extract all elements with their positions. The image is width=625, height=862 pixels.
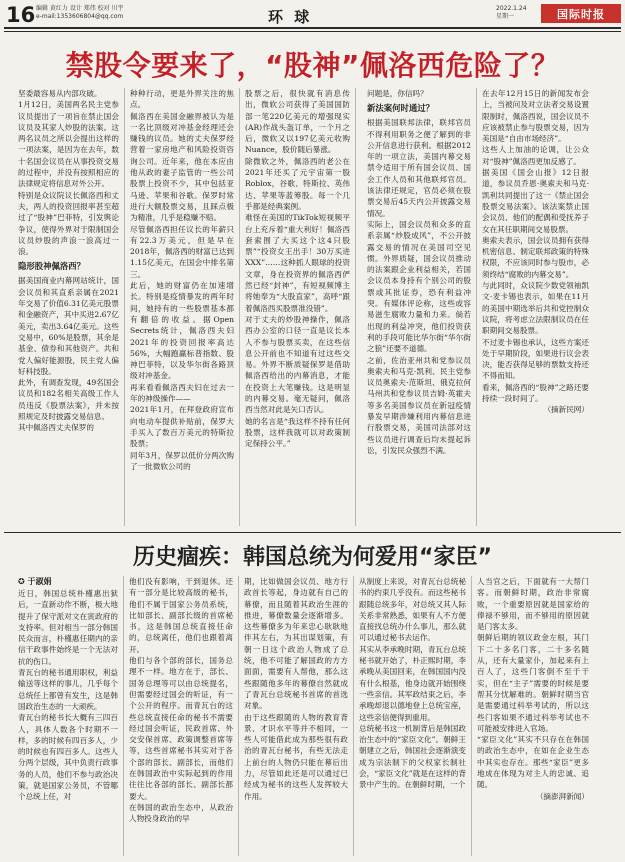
article1-source: （摘新民网） [543,405,589,415]
paragraph: “家臣文化”其实不只存在在韩国的政治生态中，在如在企业生态中其实也存在。那些“家臣”更多地成在体现为对主人的忠诚、追随。 [477,735,589,790]
paragraph: 看来，佩洛西的“股神”之路还要持续一段时间了。 [482,382,589,404]
paragraph: 她的名言是“我这样不持有任何股票，这样我就可以对政策制定保持公平。” [245,416,350,449]
column-divider [353,576,354,856]
paragraph: 特别是众议院议长佩洛西和丈夫，两人的投资回报率甚至超过了“股神”巴菲特，引发舆论争议，使得外界对于限制国会议员炒股的声浪一浪高过一浪。 [18,190,119,257]
article1-headline: 禁股令要来了，“股神”佩洛西危险了？ [65,49,560,82]
page-number: 16 [6,3,36,27]
column-divider [476,88,477,526]
article1-column-5 [482,88,589,528]
paragraph: 近日，韩国总统朴槿惠出狱后，一直新动作不断，极大地提升了保守派对文在寅政府的支持率。但对相当一部分韩国民众而言，朴槿惠任期内的亲信干政事件始终是一个无法对抗的伤口。 [18,589,118,666]
paragraph: 据美国商业内幕网站统计，国会议员和其直系亲属在2021年交易了价值6.31亿美元股票和金融资产，其中买进2.67亿美元，卖出3.64亿美元。这些交易中，60%是股票，其余是基金、债券和其他资产。共和党人偏好能源股，民主党人偏好科技股。 [18,276,119,376]
paragraph: 尽管佩洛西担任议长的年薪只有22.3万美元，但是早在2018年，佩洛西的财富已达到1.15亿美元，在国会中排名第三。 [130,224,234,279]
paragraph: 2021年1月，在拜登政府宣布向电动车提供补贴前，保罗大手买入了数百万美元的特斯拉股票； [130,405,234,449]
paragraph: 其中佩洛西丈夫保罗的 [18,423,94,433]
subheading: 隐形股神佩洛西？ [18,261,85,272]
paragraph: 他们没有影响，干到退休。还有一部分是比较高级的秘书，他们不属于国家公务员系统，比如部长、副部长级的首席秘书，这是韩国总统直接任命的，总统离任，他们也跟着离开。 [129,577,233,654]
paragraph: 难怪在美国的TikTok短视频平台上充斥着“重大利好！佩洛西套索围了大买这个这4只股票”“投资女王出手！30万买进XXX”……这种抓人眼球的投资文章，身在投资界的佩洛西俨然已经“封神”，有短视频博主将她奉为“大股直家”，高呼“跟着佩洛西买股票准没错”。 [245,213,350,313]
header-rule [4,27,621,29]
article2-column-4 [359,576,466,854]
paragraph: 1月12日，美国两名民主党参议员提出了一项旨在禁止国会议员及其家人炒股的法案。这两名议员之所以会提出这样的一项法案，是因为在去年，数十名国会议员在从事投资交易的过程中，并没有按照相应的法律规定将信息对外公开。 [18,100,119,189]
article-separator [4,532,621,533]
paragraph: 佩洛西在美国金融界被认为是一名比顶级对冲基金经理还会赚钱的议员。她的丈夫保罗经营着一家房地产和风险投资咨询公司。近年来，他在本应由他从政的妻子监管的一些公司股票上投资不少，其中包括亚马逊、苹果和谷歌。保罗时常进行大额股票交易，且踩点极为精准，几乎是稳赚不赔。 [130,111,234,223]
subheading: 新法案何时通过？ [367,103,434,114]
article1-column-3 [245,88,350,528]
paragraph: 这些人上加油的论调，让公众对“股神”佩洛西更加反感了。 [482,145,589,166]
paragraph: 不过麦卡锡也承认，这些方案还处于早期阶段，如果进行议会表决，能否获得足够的票数支持还不得而知。 [482,337,589,381]
paragraph: 坚委最容易从内部攻破。 [18,89,102,98]
section-title: 环 球 [268,8,313,26]
article1-column-2 [130,88,234,528]
paragraph: 总统秘书这一机制背后是韩国政治生态中的“家臣文化”。朝鲜王朝建立之后，韩国社会逐渐演变成为宗法制下的父权家长制社会，“家臣文化”就是在这样的背景中产生的。在朝鲜时期，一个 [359,723,466,790]
paragraph: 此后，她的财富仍在加速增长。特别是疫情暴发的两年时间，她持有的一些股票基本都有翻倍的收益。据Open Secrets统计，佩洛西夫妇2021年的投资回报率高达56%，大幅跑赢标普指数、股神巴菲特，以及华尔街各路顶级对冲基金。 [130,281,234,381]
header-rule-thin [4,31,621,32]
article2-column-1 [18,576,118,854]
paragraph: 种种行动，更是外界关注的焦点。 [130,89,234,110]
paragraph: 与此同时，众议院少数党领袖凯文·麦卡锡也表示，如果在11月的美国中期选举后共和党控制众议院，将考虑立法限制议员在任职期间交易股票。 [482,281,589,336]
column-divider [239,88,240,526]
paragraph: 其实从李承晚时期，青瓦台总统秘书就开始了，朴正熙时期，李承晚从美国回来，在韩国国内没有什么根基，他身边就开始围绕一些亲信。其军政结束之后，李承晚却退以德地登上总统宝座，这些亲信便得到重用。 [359,644,466,722]
paragraph: 对于丈夫的炒股神操作，佩洛西办公室的口径一直是议长本人不参与股票买卖，在这些信息公开前也不知道有过这些交易。外界不断质疑保罗是借助佩洛西给出的内幕消息，才能在投资上大笔赚钱。这是明显的内幕交易。毫无疑问，佩洛西当然对此是矢口否认。 [245,314,350,415]
paragraph: 在去年12月15日的新闻发布会上，当被问及对立法者交易设置限制时，佩洛西说，国会议员不应该被禁止参与股票交易，因为美国是“自由市场经济”。 [482,89,589,144]
column-divider [123,576,124,856]
paragraph: 在韩国的政治生态中，从政治人物投身政治的早 [129,802,233,824]
newspaper-logo: 国际时报 [541,4,621,23]
paragraph: 实际上，国会议员和众多的直系亲属“炒股成风”，不公开披露交易的情况在美国司空见惯。外界质疑，国会议员推动的法案跟企业利益相关，若国会议员本身持有个别公司的股票或其批证券，恐有利益冲突。有媒体评论称，这些或容易滋生腐败力量和力来。倘若出现的利益冲突，他们投资获利的手段可能比华尔街“华尔街之狼”还要不道德。 [367,219,471,354]
article1-column-1 [18,88,119,528]
paragraph: 再来看看佩洛西夫妇在过去一年的神级操作—— [130,382,234,404]
article1-column-4 [367,88,471,528]
article2-source: （摘澎湃新闻） [535,791,589,801]
paragraph: 从制度上来说，对青瓦台总统秘书的约束几乎没有。而这些秘书跟随总统多年，对总统又其人际关系非常熟悉，如果有人不方便直接找总统办什么事儿，那么就可以通过秘书去运作。 [359,577,466,643]
paragraph: 朝鲜后期的领议政金左根，其门下二十多名门客，二十多名随从，还有大量家仆，加起来有上百人了，这些门客倒不至于干实，但在“主子”需要的时候是要帮其分忧解难的。朝鲜时期当官是需要通过科举考试的，所以这些门客如果不通过科举考试也不可能被安排进入官场。 [477,633,589,733]
paragraph: 奥索夫表示，国会议员拥有获得机密信息、制定联邦政策的特殊权限，不应该同时参与股市，必须终结“腐败的内幕交易”。 [482,235,589,279]
article2-column-2 [129,576,233,854]
paragraph: 同年3月，保罗以低价分两次购了一批微软公司的 [130,450,234,471]
paragraph: 青瓦台的秘书长大概有三四百人，具体人数各个时期不一样，多的时候有四百多人，少的时候也有四百多人。这些人分两个层级，其中负责行政事务的人员，他们不参与政治决策，就是国家公务员，不管哪个总统上任，对 [18,713,118,802]
paragraph: 人当官之后，下面就有一大帮门客。而朝鲜时期，政治非常腐败，一个重要原因就是国家给的俸禄不够用，而不够用的原因就是门客太多。 [477,577,589,632]
editor-credits: 编辑 黄红力 设计 郑伟 校对 川宇 e-mail:1353606804@qq.com [36,5,124,20]
article2-column-3 [244,576,348,854]
paragraph: 之前，佐治亚州共和党参议员奥索夫和马克·凯利、民主党参议员奥索夫·范斯坦、俄克拉何马州共和党参议员吉姆·英霍夫等多名美国参议员在新冠疫情暴发早期涉嫌利用内幕信息进行股票交易，美国司法部对这些议员进行调查后均未提起诉讼，引发民众强烈不满。 [367,355,471,455]
column-divider [238,576,239,856]
paragraph: 此外，有调查发现，49名国会议员和182名相关高级工作人员违反《股票法案》，并未按照规定及时披露交易信息。 [18,378,119,422]
paragraph: 股票之后，很快就有消息传出，微软公司获得了美国国防部一笔220亿美元的增强现实(AR)作战头盔订单，一个月之后，微软又以197亿美元收购Nuance，股价随后暴涨。 [245,89,350,155]
article2-column-5 [477,576,589,854]
column-divider [355,88,356,526]
paragraph: 由于这些跟随的人物的教育背景、才识水平等并不相同，一些人可能借此成为那些很有政治的青瓦台秘书，有些无法走上前台的人物仍只能在幕后出力，尽管如此还是可以通过已经成为秘书的这些人发挥较大作用。 [244,712,348,801]
paragraph: 据美国《国会山报》12日报道，参议员乔恩·奥索夫和马克·凯利共同提出了这一《禁止国会股票交易法案》。该法案禁止国会议员、他们的配偶和受抚养子女在其任职期间交易股票。 [482,168,589,234]
paragraph: 根据美国联邦法律，联邦官员不得利用职务之便了解到的非公开信息进行获利。根据2012年的一项立法，美国内幕交易禁令适用于所有国会议员、国会工作人员和其他联邦官员。该法律还规定，官员必须在股票交易后45天内公开披露交易情况。 [367,118,471,218]
article2-headline: 历史痼疾：韩国总统为何爱用“家臣” [133,545,492,570]
paragraph: 他们与各个部的部长，国务总理不一样。地方在于，部长、国务总理等可以由总统提名，但需要经过国会的听证，有一个公开的程序。而青瓦台的这些总统直接任命的秘书不需要经过国会听证，民政首席、外交安保首席、政策调整首席等等，这些首席秘书其实对于各个部的部长、副部长，而他们在韩国政治中实际起到的作用往往比各部的部长、副部长都要大。 [129,656,233,801]
paragraph: 除微软之外，佩洛西的老公在2021年还买了元宇宙第一股Roblox，谷歌、特斯拉、英伟达、苹果等蓝筹股。每一个几乎都是经典案例。 [245,156,350,211]
column-divider [124,88,125,526]
issue-date: 2022.1.24 星期一 [496,5,527,20]
paragraph: 青瓦台的秘书通用职权，利益输送等这样的事儿，几乎每个总统任上都曾有发生，这是韩国政治生态的一大顽疾。 [18,668,118,711]
article2-author: ✪ 于淑娟 [18,577,52,586]
paragraph: 问题是，你信吗？ [367,89,428,98]
column-divider [471,576,472,856]
paragraph: 期，比如做国会议员、地方行政首长等起，身边就有自己的幕僚，而且随着其政治生涯的推进，幕僚数量会逐渐增多。这些幕僚多为年来忠心耿耿地伴其左右，为其出谋划策，有朝一日这个政治人物成了总统，他不可能了解国政的方方面面，需要有人帮他，那么这些跟随他多年的幕僚自然就成了青瓦台总统秘书首席的首选对象。 [244,577,348,711]
